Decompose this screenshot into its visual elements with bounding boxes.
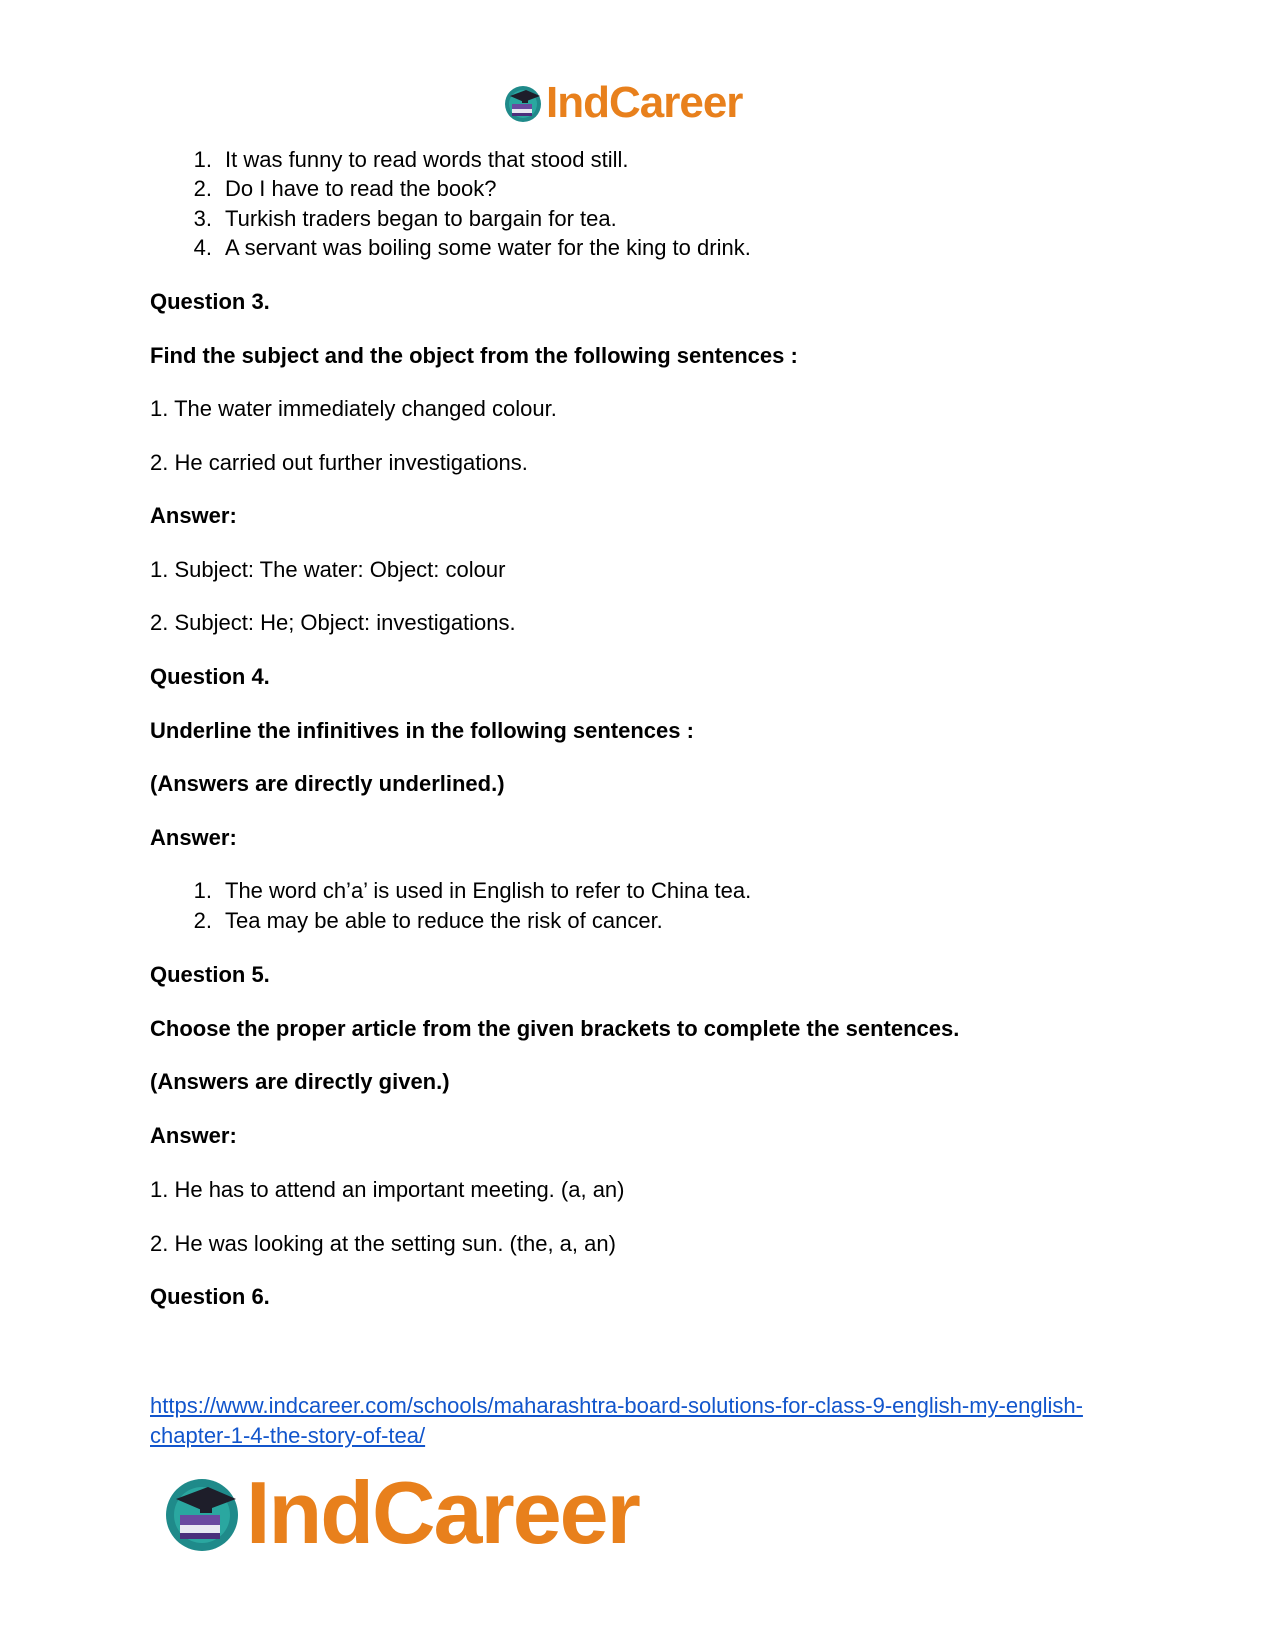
question-4-note: (Answers are directly underlined.) [150, 771, 505, 796]
answer-item: 2. He was looking at the setting sun. (the, a, an) [150, 1231, 616, 1256]
graduation-cap-books-globe-icon [502, 82, 544, 124]
document-page: IndCareer 1. It was funny to read words that stood still. 2. Do I have to read the book? 3. Turkish traders began to bargain for tea. 4. A servant was boiling some water for the king to drink. Question 3. Find the subject and the object from the following sentences : 1. The water immediately changed colour. 2. He carried out further investigations. Answer: 1. Subject: The water: Object: colour 2. Subject: He; Object: investigations. Question 4. Underline the infinitives in the following sentences : (Answers are directly underlined.) Answer: 1. The word ch’a’ is used in English to refer to China tea. 2. Tea may be able to reduce the risk of cancer. Question 5. Choose the proper article from the given brackets to complete the sentences. (Answers are directly given.) Answer: 1. He has to attend an important meeting. (a, an) 2. He was looking at the setting sun. (the, a, an) Question 6. https://www.indcareer.com/schools/maharashtra-board-solutions-for-class-9-english-my-english- chapter-1-4-the-story-of-tea/ IndCareer [0, 0, 1275, 1651]
brand-wordmark: IndCareer [546, 78, 743, 127]
footer-logo [160, 1463, 639, 1562]
answer-label: Answer: [150, 503, 237, 528]
question-6-heading: Question 6. [150, 1284, 270, 1309]
answer-item: 1. Subject: The water: Object: colour [150, 557, 506, 582]
question-4-heading: Question 4. [150, 664, 270, 689]
answer-label: Answer: [150, 1123, 237, 1148]
question-5-heading: Question 5. [150, 962, 270, 987]
question-item: 1. The water immediately changed colour. [150, 396, 557, 421]
question-3-heading: Question 3. [150, 289, 270, 314]
brand-wordmark: IndCareer [246, 1463, 639, 1562]
question-5-note: (Answers are directly given.) [150, 1069, 450, 1094]
answer-label: Answer: [150, 825, 237, 850]
answer-item: 1. He has to attend an important meeting. (a, an) [150, 1177, 625, 1202]
question-5-instruction: Choose the proper article from the given brackets to complete the sentences. [150, 1016, 960, 1041]
graduation-cap-books-globe-icon [160, 1471, 244, 1555]
source-link-line-2[interactable]: chapter-1-4-the-story-of-tea/ [150, 1423, 426, 1448]
answer-item: 2. Subject: He; Object: investigations. [150, 610, 516, 635]
question-4-instruction: Underline the infinitives in the following sentences : [150, 718, 694, 743]
source-link-line-1[interactable]: https://www.indcareer.com/schools/maharashtra-board-solutions-for-class-9-english-my-english- [150, 1393, 1083, 1418]
header-logo [502, 78, 742, 128]
source-link[interactable] [150, 1391, 1150, 1451]
question-item: 2. He carried out further investigations. [150, 450, 528, 475]
question-3-instruction: Find the subject and the object from the following sentences : [150, 343, 798, 368]
